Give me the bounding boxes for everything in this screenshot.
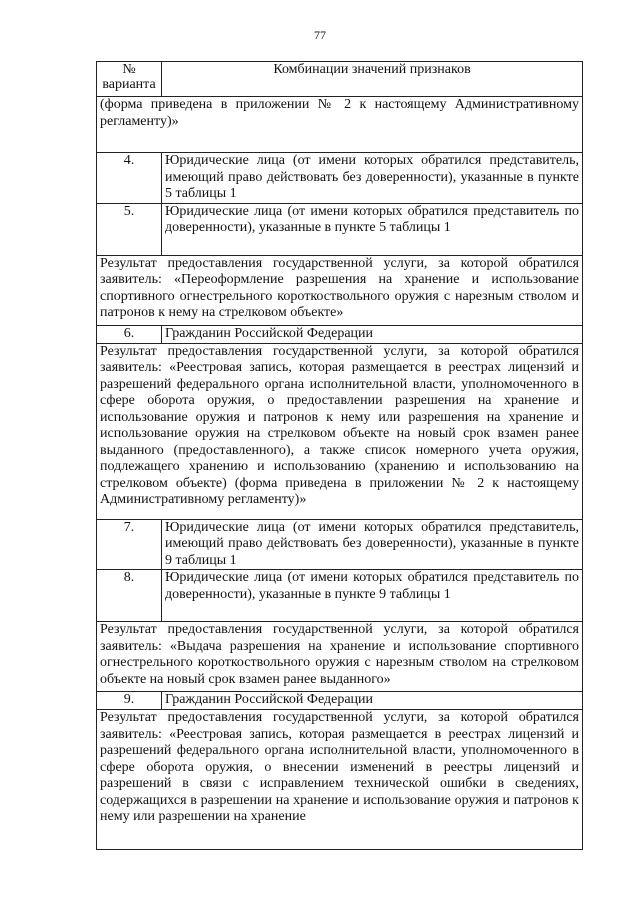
variant-description: Юридические лица (от имени которых обратился представитель, имеющий право действовать без доверенности), указанные в пункте 5 таблицы 1 [162, 153, 583, 204]
variant-description: Гражданин Российской Федерации [162, 692, 583, 710]
table-row [97, 325, 583, 343]
variant-description: Юридические лица (от имени которых обратился представитель по доверенности), указанные в пункте 9 таблицы 1 [162, 570, 583, 622]
table-row [97, 622, 583, 692]
table-row [97, 692, 583, 710]
variant-number: 9. [97, 692, 162, 710]
variants-table [96, 61, 583, 850]
header-combinations: Комбинации значений признаков [162, 62, 583, 97]
result-text: Результат предоставления государственной услуги, за которой обратился заявитель: «Реестровая запись, которая размещается в реестрах лицензий и разрешений федерального органа исполнительной власти, уполномоченного в сфере оборота оружия, о предоставлении разрешения на хранение и использование оружия и патронов к нему или разрешения на хранение и использование оружия на стрелковом объекте на новый срок взамен ранее выданного (предоставленного), а также список номерного учета оружия, подлежащего хранению и использованию (хранению и использованию на стрелковом объекте) (форма приведена в приложении № 2 к настоящему Административному регламенту)» [97, 343, 583, 519]
table-row [97, 519, 583, 570]
variant-description: Юридические лица (от имени которых обратился представитель, имеющий право действовать без доверенности), указанные в пункте 9 таблицы 1 [162, 519, 583, 570]
variant-number: 5. [97, 203, 162, 255]
header-num-label: варианта [102, 77, 156, 92]
variant-number: 7. [97, 519, 162, 570]
header-num-sign: № [122, 62, 136, 77]
table-row [97, 255, 583, 325]
variant-number: 4. [97, 153, 162, 204]
page-number: 77 [314, 28, 326, 42]
result-text: Результат предоставления государственной услуги, за которой обратился заявитель: «Реестровая запись, которая размещается в реестрах лицензий и разрешений федерального органа исполнительной власти, уполномоченного в сфере оборота оружия, о внесении изменений в реестры лицензий и разрешений в связи с исправлением технической ошибки в сведениях, содержащихся в разрешении на хранение и использование оружия и патронов к нему или разрешении на хранение [97, 710, 583, 850]
result-text: Результат предоставления государственной услуги, за которой обратился заявитель: «Выдача разрешения на хранение и использование спортивного огнестрельного короткоствольного оружия с нарезным стволом на стрелковом объекте на новый срок взамен ранее выданного» [97, 622, 583, 692]
header-row [97, 62, 583, 97]
table-row [97, 203, 583, 255]
variant-number: 8. [97, 570, 162, 622]
table-row [97, 343, 583, 519]
variant-number: 6. [97, 325, 162, 343]
table-row [97, 153, 583, 204]
table-row [97, 97, 583, 153]
table-row [97, 570, 583, 622]
table-row [97, 710, 583, 850]
variant-description: Гражданин Российской Федерации [162, 325, 583, 343]
continuation-text: (форма приведена в приложении № 2 к настоящему Административному регламенту)» [97, 97, 583, 153]
header-variant-number [97, 62, 162, 97]
result-text: Результат предоставления государственной услуги, за которой обратился заявитель: «Переоформление разрешения на хранение и использование спортивного огнестрельного короткоствольного оружия с нарезным стволом и патронов к нему на стрелковом объекте» [97, 255, 583, 325]
variant-description: Юридические лица (от имени которых обратился представитель по доверенности), указанные в пункте 5 таблицы 1 [162, 203, 583, 255]
